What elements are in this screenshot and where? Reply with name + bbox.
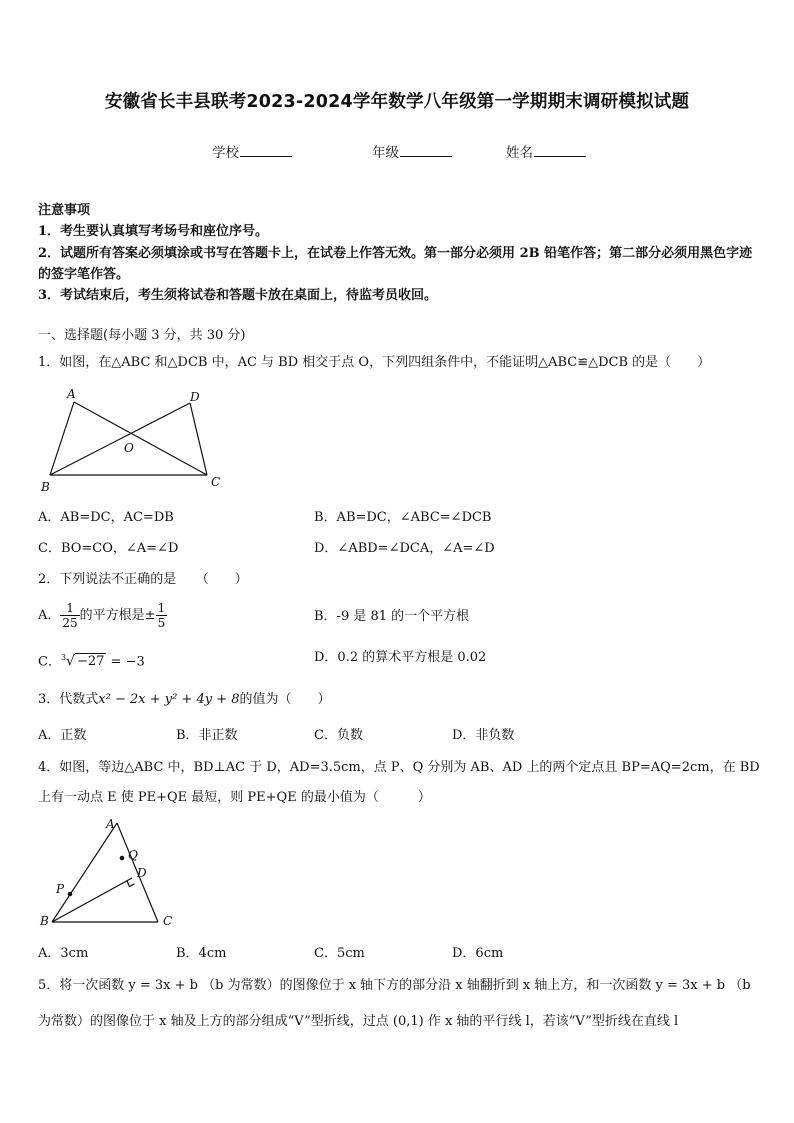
q2-option-a-frac2 (156, 601, 168, 630)
q2-option-b: B．-9 是 81 的一个平方根 (314, 609, 470, 624)
q4-label-D: D (137, 866, 147, 880)
frac2-den: 5 (157, 616, 166, 630)
q1-option-b: B．AB=DC，∠ABC=∠DCB (314, 510, 492, 525)
q4-option-b: B．4cm (176, 946, 227, 961)
q2-option-a-frac1 (60, 601, 79, 630)
frac1-den: 25 (62, 616, 78, 630)
school-label: 学校 (212, 145, 239, 161)
q5-line-1: 5．将一次函数 y = 3x + b （b 为常数）的图像位于 x 轴下方的部分沿 x 轴翻折到 x 轴上方，和一次函数 y = 3x + b （b (38, 978, 751, 993)
q4-label-C: C (163, 914, 173, 928)
section-heading: 一、选择题(每小题 3 分，共 30 分) (38, 328, 246, 343)
q5-line-2: 为常数）的图像位于 x 轴及上方的部分组成“V”型折线，过点 (0,1) 作 x 轴的平行线 l，若该“V”型折线在直线 l (38, 1014, 679, 1029)
q2-stem: 2．下列说法不正确的是 （ ） (38, 572, 248, 587)
q1-option-a: A．AB=DC，AC=DB (38, 510, 174, 525)
q1-figure (34, 386, 234, 496)
grade-blank (400, 144, 452, 157)
q2-option-d: D．0.2 的算术平方根是 0.02 (314, 650, 487, 665)
q4-option-a: A．3cm (38, 946, 89, 961)
q4-point-Q (120, 856, 125, 861)
q4-option-c: C．5cm (314, 946, 365, 961)
q1-stem: 1．如图，在△ABC 和△DCB 中，AC 与 BD 相交于点 O，下列四组条件中，不能证明△ABC≌△DCB 的是（ ） (38, 355, 711, 370)
q4-option-d: D．6cm (452, 946, 504, 961)
q1-seg-CD (190, 403, 207, 475)
q1-option-c: C．BO=CO，∠A=∠D (38, 541, 179, 556)
note-item-3: 3．考试结束后，考生须将试卷和答题卡放在桌面上，待监考员收回。 (38, 288, 438, 303)
q2-option-c-prefix: C． (38, 654, 61, 670)
exam-title: 安徽省长丰县联考2023-2024学年数学八年级第一学期期末调研模拟试题 (104, 92, 690, 112)
notes-heading: 注意事项 (38, 203, 91, 218)
q4-right-angle (127, 881, 134, 887)
q3-stem-prefix: 3．代数式 (38, 692, 99, 707)
q1-label-B: B (41, 480, 50, 494)
note-item-1: 1．考生要认真填写考场号和座位序号。 (38, 224, 269, 239)
q1-option-d: D．∠ABD=∠DCA，∠A=∠D (314, 541, 495, 556)
q3-stem-suffix: 的值为（ ） (239, 692, 331, 707)
school-field (212, 141, 292, 161)
q4-point-P (68, 892, 73, 897)
q1-label-C: C (211, 475, 221, 489)
radical-sign: √ (66, 653, 75, 670)
name-blank (534, 144, 586, 157)
q4-label-B: B (40, 914, 49, 928)
grade-field (372, 141, 452, 161)
frac1-num: 1 (60, 601, 79, 616)
q4-seg-AB (52, 823, 117, 922)
q3-option-a: A．正数 (38, 728, 87, 743)
q4-label-A: A (106, 817, 115, 831)
q4-label-P: P (56, 882, 65, 896)
note-item-2: 2．试题所有答案必须填涂或书写在答题卡上，在试卷上作答无效。第一部分必须用 2B 铅笔作答；第二部分必须用黑色字迹的签字笔作答。 (38, 246, 753, 282)
q3-option-d: D．非负数 (452, 728, 515, 743)
q4-line-2: 上有一动点 E 使 PE+QE 最短，则 PE+QE 的最小值为（ ） (38, 790, 431, 805)
frac2-num: 1 (157, 601, 166, 615)
radical-index: 3 (60, 653, 67, 662)
q3-option-c: C．负数 (314, 728, 363, 743)
q1-seg-AC (74, 402, 207, 475)
radicand: −27 (76, 654, 105, 670)
q3-option-b: B．非正数 (176, 728, 238, 743)
q2-option-c-rest: = −3 (110, 654, 145, 670)
q1-label-O: O (124, 441, 134, 455)
q2-option-a (38, 600, 167, 632)
q3-expression: x² − 2x + y² + 4y + 8 (98, 692, 240, 707)
q1-label-D: D (190, 390, 200, 404)
q4-line-1: 4．如图，等边△ABC 中，BD⊥AC 于 D，AD=3.5cm，点 P、Q 分别为 AB、AD 上的两个定点且 BP=AQ=2cm，在 BD (38, 760, 760, 775)
q2-option-c (38, 648, 145, 672)
q2-option-a-mid: 的平方根是± (79, 608, 156, 623)
name-label: 姓名 (506, 145, 533, 161)
q4-figure (36, 814, 186, 932)
q4-label-Q: Q (128, 848, 138, 862)
q1-seg-BD (50, 403, 190, 475)
school-blank (240, 144, 292, 157)
q2-option-a-prefix: A． (38, 608, 61, 623)
q1-label-A: A (67, 387, 76, 401)
grade-label: 年级 (372, 145, 399, 161)
q3-stem (38, 690, 331, 710)
name-field (506, 141, 586, 161)
